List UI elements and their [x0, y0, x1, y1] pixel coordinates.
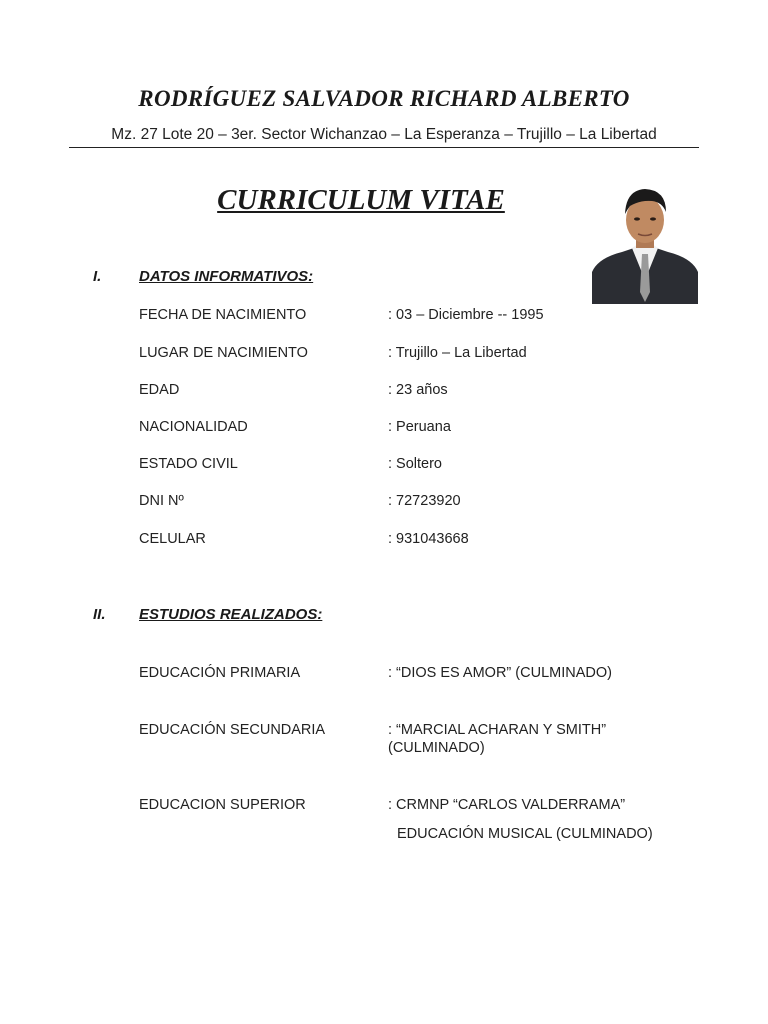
label-edad: EDAD	[139, 382, 180, 398]
value-edad: : 23 años	[388, 382, 448, 398]
section-number-estudios: II.	[93, 606, 106, 623]
value-dni: : 72723920	[388, 493, 461, 509]
value-estado-civil: : Soltero	[388, 456, 442, 472]
label-estado-civil: ESTADO CIVIL	[139, 456, 238, 472]
value-nacionalidad: : Peruana	[388, 419, 451, 435]
section-title-estudios: ESTUDIOS REALIZADOS:	[139, 606, 323, 623]
person-photo-icon	[592, 184, 698, 304]
value-educacion-primaria: : “DIOS ES AMOR” (CULMINADO)	[388, 665, 612, 681]
label-educacion-secundaria: EDUCACIÓN SECUNDARIA	[139, 722, 326, 738]
value-fecha-nacimiento: : 03 – Diciembre -- 1995	[388, 307, 544, 323]
value-educacion-secundaria: : “MARCIAL ACHARAN Y SMITH”	[388, 722, 607, 738]
candidate-name: RODRÍGUEZ SALVADOR RICHARD ALBERTO	[138, 86, 630, 111]
candidate-address: Mz. 27 Lote 20 – 3er. Sector Wichanzao – La Esperanza – Trujillo – La Libertad	[111, 126, 657, 143]
value-educacion-secundaria-line2: (CULMINADO)	[388, 740, 485, 756]
header-divider	[69, 147, 699, 148]
label-educacion-primaria: EDUCACIÓN PRIMARIA	[139, 665, 301, 681]
section-title-datos: DATOS INFORMATIVOS:	[139, 268, 314, 285]
value-educacion-superior-line2: EDUCACIÓN MUSICAL (CULMINADO)	[397, 826, 653, 842]
profile-photo	[592, 184, 698, 304]
label-fecha-nacimiento: FECHA DE NACIMIENTO	[139, 307, 307, 323]
label-lugar-nacimiento: LUGAR DE NACIMIENTO	[139, 345, 308, 361]
value-educacion-superior: : CRMNP “CARLOS VALDERRAMA”	[388, 797, 626, 813]
label-nacionalidad: NACIONALIDAD	[139, 419, 248, 435]
label-educacion-superior: EDUCACION SUPERIOR	[139, 797, 306, 813]
document-title: CURRICULUM VITAE	[217, 184, 505, 216]
value-celular: : 931043668	[388, 531, 469, 547]
value-lugar-nacimiento: : Trujillo – La Libertad	[388, 345, 527, 361]
label-dni: DNI Nº	[139, 493, 184, 509]
section-number-datos: I.	[93, 268, 102, 285]
label-celular: CELULAR	[139, 531, 206, 547]
